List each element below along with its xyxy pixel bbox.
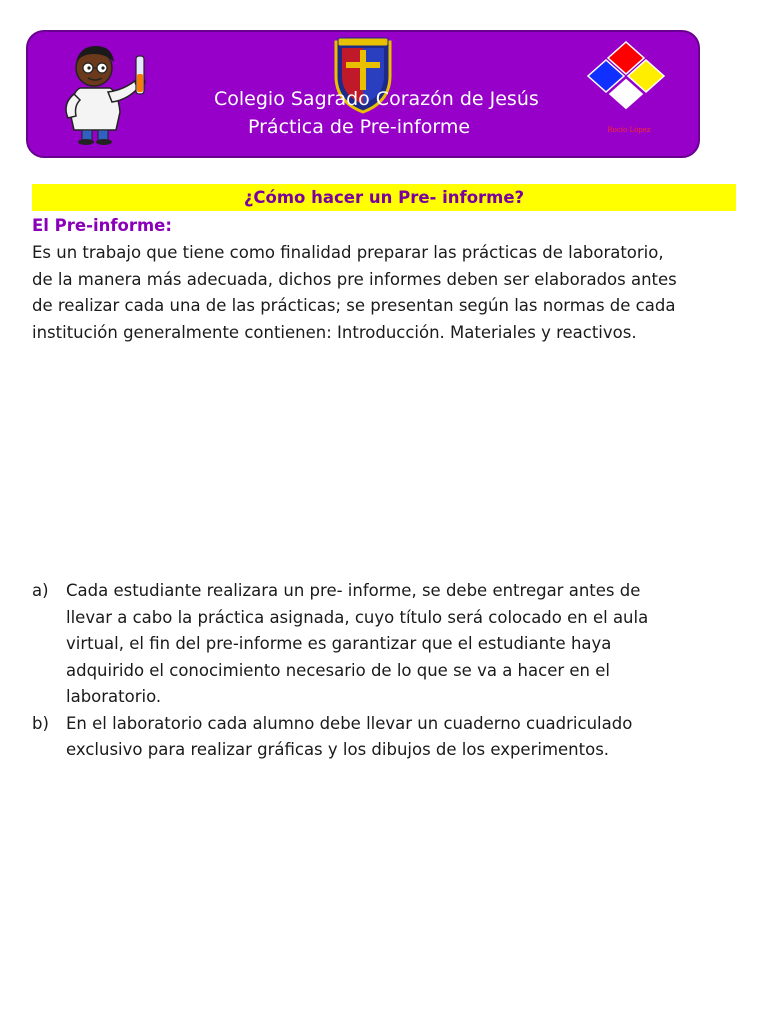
paragraph-line: Es un trabajo que tiene como finalidad preparar las prácticas de laboratorio,: [32, 243, 664, 262]
practice-title: Práctica de Pre-informe: [248, 116, 471, 138]
paragraph-line: institución generalmente contienen: Introducción. Materiales y reactivos.: [32, 322, 637, 342]
list-item-line: exclusivo para realizar gráficas y los dibujos de los experimentos.: [66, 740, 610, 759]
list-item-line: Cada estudiante realizara un pre- informe, se debe entregar antes de: [66, 581, 641, 600]
list-item-line: adquirido el conocimiento necesario de lo que se va a hacer en el: [66, 660, 610, 680]
instructions-list: [32, 578, 742, 764]
list-item-line: laboratorio.: [66, 687, 162, 706]
scientist-illustration: [50, 38, 162, 146]
intro-paragraph: [32, 240, 742, 346]
school-name: Colegio Sagrado Corazón de Jesús: [214, 88, 539, 110]
question-bar: [32, 184, 736, 211]
nfpa-hazard-diamond-icon: [584, 40, 668, 110]
paragraph-line: de la manera más adecuada, dichos pre informes deben ser elaborados antes: [32, 269, 677, 289]
list-marker: b): [32, 713, 49, 733]
list-marker: a): [32, 581, 49, 600]
list-item: [32, 578, 742, 711]
paragraph-line: de realizar cada una de las prácticas; se presentan según las normas de cada: [32, 296, 676, 315]
section-heading: El Pre-informe:: [32, 216, 172, 235]
author-credit: Rocío López: [607, 126, 651, 134]
list-item: [32, 711, 742, 764]
list-item-line: virtual, el fin del pre-informe es garantizar que el estudiante haya: [66, 634, 612, 653]
list-item-line: En el laboratorio cada alumno debe llevar un cuaderno cuadriculado: [66, 713, 633, 733]
question-title: ¿Cómo hacer un Pre- informe?: [243, 188, 525, 207]
list-item-line: llevar a cabo la práctica asignada, cuyo título será colocado en el aula: [66, 607, 649, 627]
